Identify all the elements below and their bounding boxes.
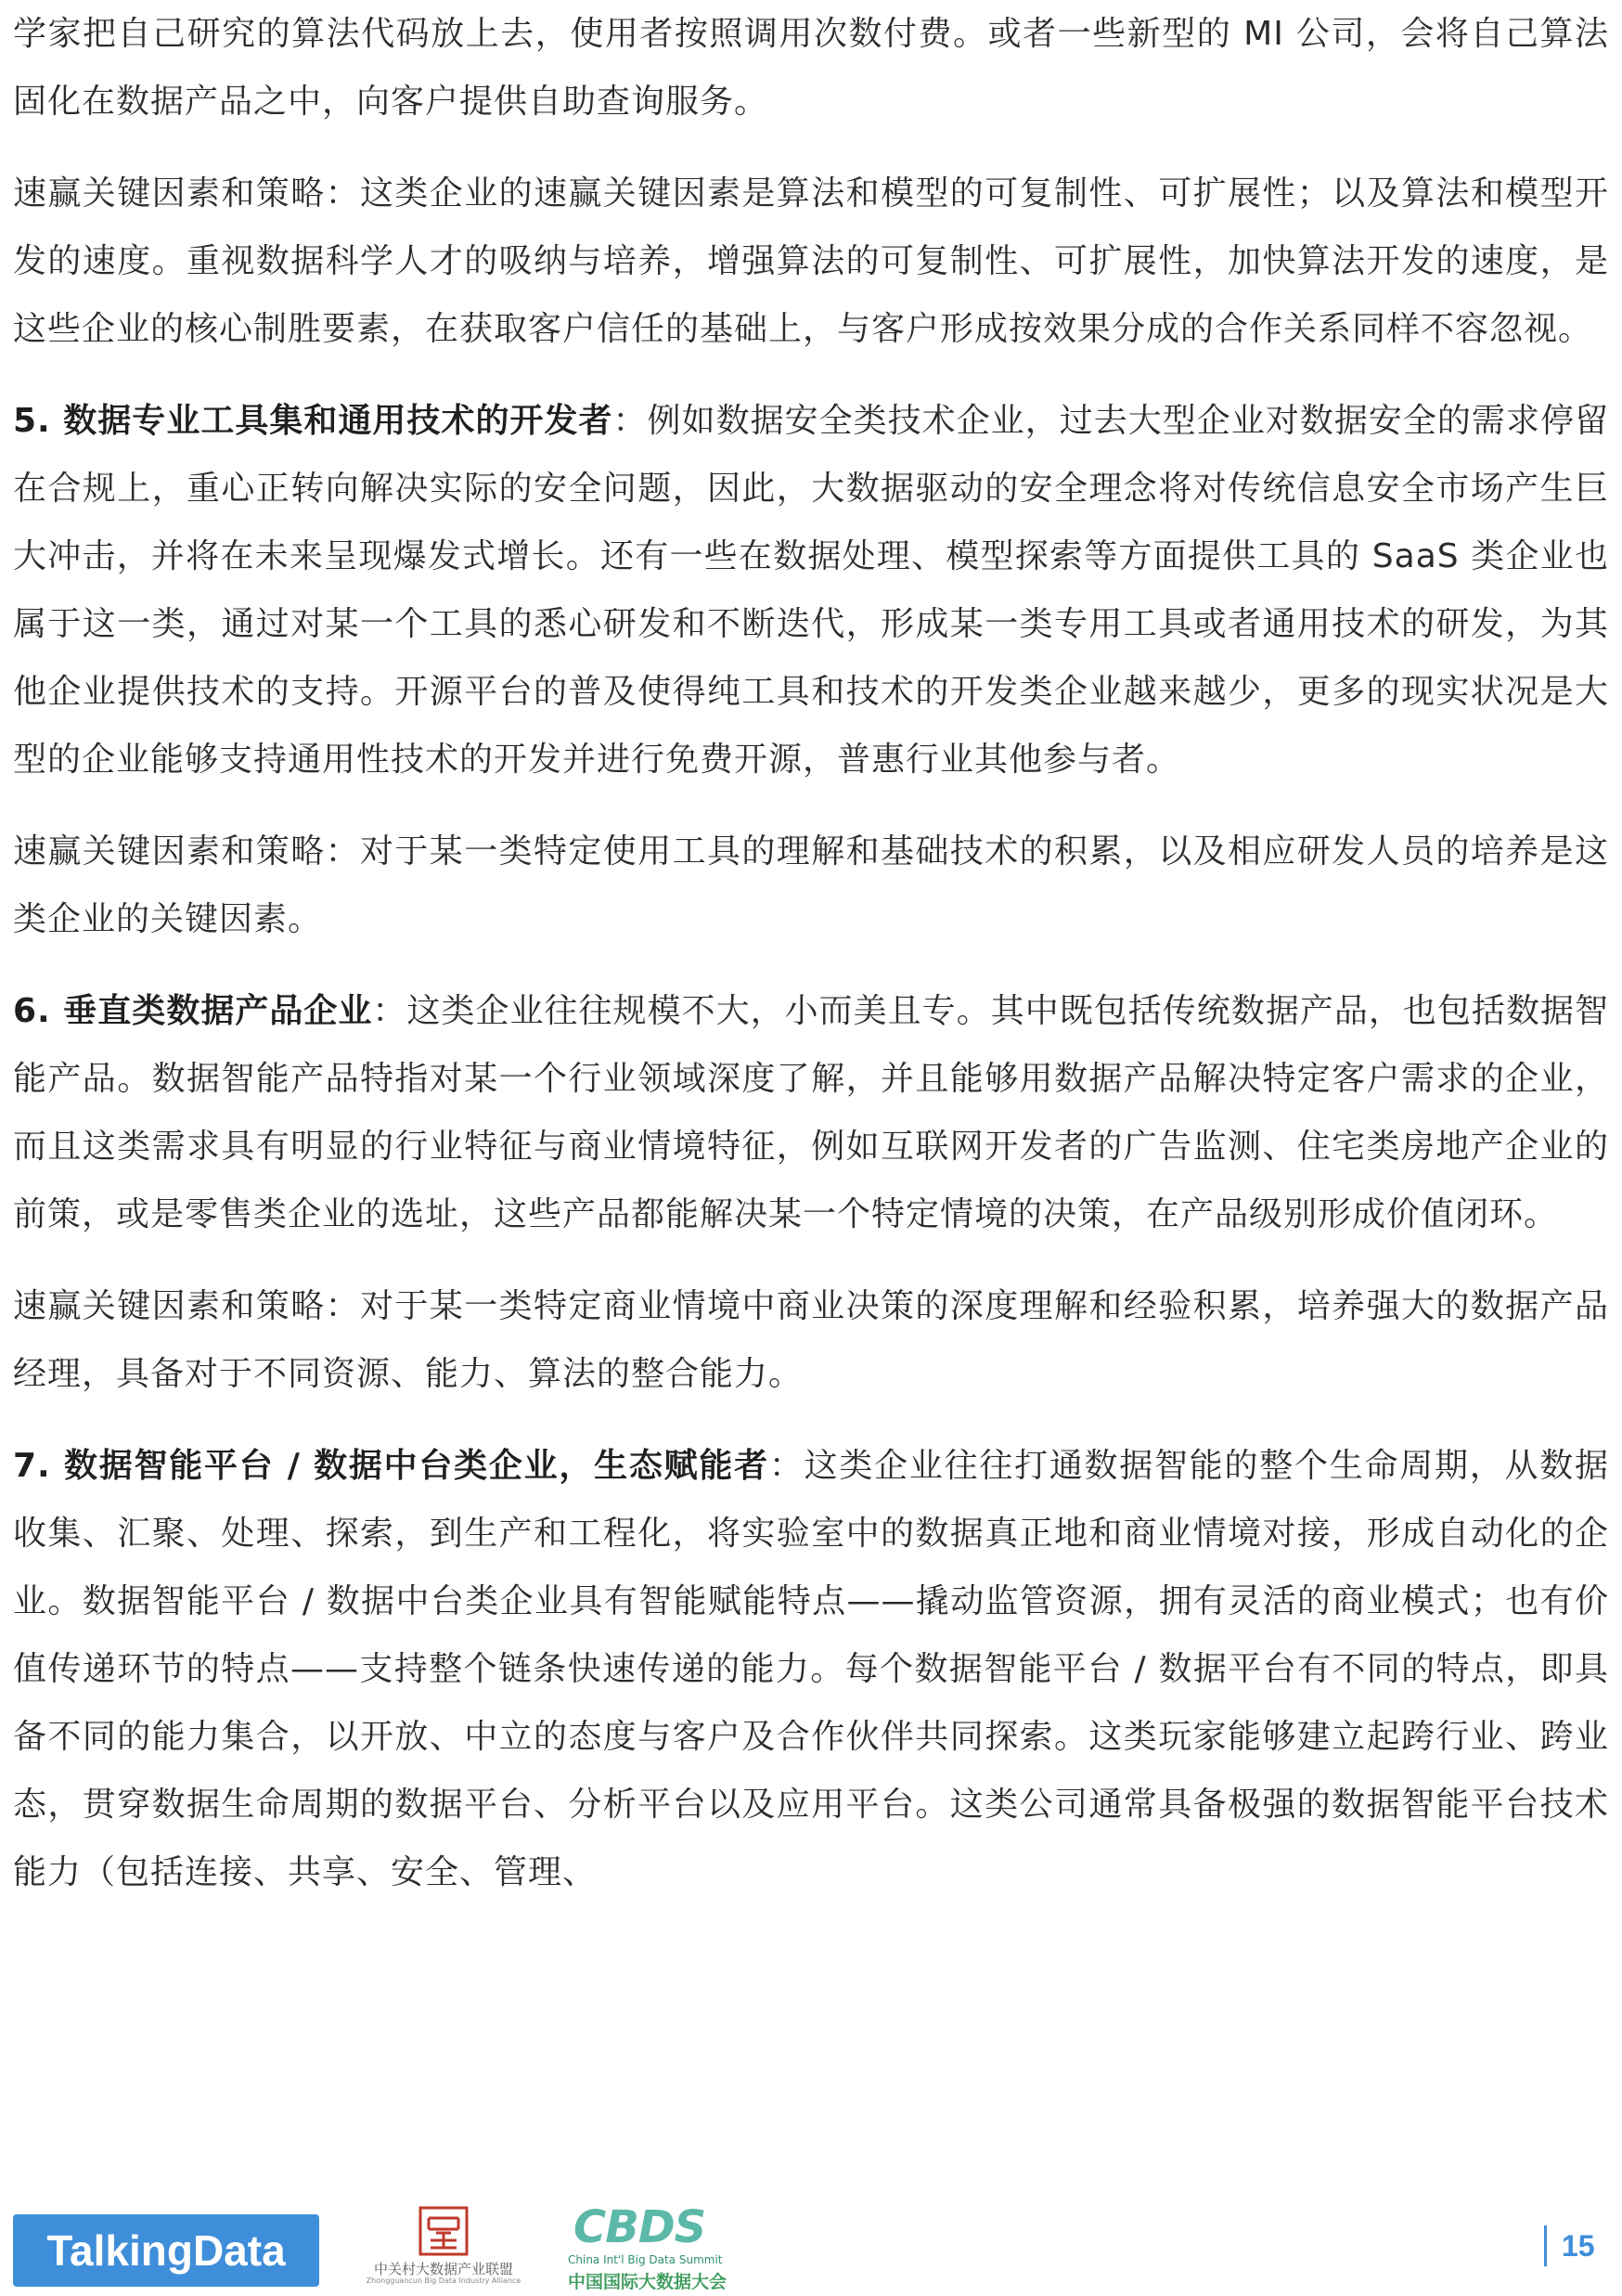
paragraph-lead: 5. 数据专业工具集和通用技术的开发者 [13,402,613,440]
paragraph-text: 学家把自己研究的算法代码放上去，使用者按照调用次数付费。或者一些新型的 MI 公司，会将自己算法固化在数据产品之中，向客户提供自助查询服务。 [13,15,1609,121]
paragraph-7 [13,1432,1609,1906]
paragraph-text: ：例如数据安全类技术企业，过去大型企业对数据安全的需求停留在合规上，重心正转向解决实际的安全问题，因此，大数据驱动的安全理念将对传统信息安全市场产生巨大冲击，并将在未来呈现爆发式增长。还有一些在数据处理、模型探索等方面提供工具的 SaaS 类企业也属于这一类，通过对某一个工具的悉心研发和不断迭代，形成某一类专用工具或者通用技术的研发，为其他企业提供技术的支持。开源平台的普及使得纯工具和技术的开发类企业越来越少，更多的现实状况是大型的企业能够支持通用性技术的开发并进行免费开源，普惠行业其他参与者。 [13,402,1609,779]
seal-icon [418,2205,470,2257]
zgc-alliance-name: 中关村大数据产业联盟 [373,2261,513,2277]
cbds-english-name: China Int'l Big Data Summit [568,2253,723,2266]
paragraph-6 [13,1272,1609,1408]
paragraph-text: ：这类企业往往规模不大，小而美且专。其中既包括传统数据产品，也包括数据智能产品。数据智能产品特指对某一个行业领域深度了解，并且能够用数据产品解决特定客户需求的企业，而且这类需求具有明显的行业特征与商业情境特征，例如互联网开发者的广告监测、住宅类房地产企业的前策，或是零售类企业的选址，这些产品都能解决某一个特定情境的决策，在产品级别形成价值闭环。 [13,992,1609,1233]
cbds-chinese-name: 中国国际大数据大会 [568,2272,727,2292]
paragraph-3 [13,387,1609,793]
cbds-logo-mark: CBDS [573,2201,706,2253]
paragraph-text: 速赢关键因素和策略：这类企业的速赢关键因素是算法和模型的可复制性、可扩展性；以及算法和模型开发的速度。重视数据科学人才的吸纳与培养，增强算法的可复制性、可扩展性，加快算法开发的速度，是这些企业的核心制胜要素，在获取客户信任的基础上，与客户形成按效果分成的合作关系同样不容忽视。 [13,174,1609,348]
paragraph-1 [13,0,1609,135]
zgc-alliance-english-name: Zhongguancun Big Data Industry Alliance [366,2277,521,2285]
page-number: 15 [1544,2225,1595,2266]
paragraph-text: 速赢关键因素和策略：对于某一类特定商业情境中商业决策的深度理解和经验积累，培养强大的数据产品经理，具备对于不同资源、能力、算法的整合能力。 [13,1287,1609,1393]
page-footer [0,2199,1622,2296]
paragraph-text: 速赢关键因素和策略：对于某一类特定使用工具的理解和基础技术的积累，以及相应研发人员的培养是这类企业的关键因素。 [13,832,1609,938]
body-content [13,0,1609,1930]
paragraph-lead: 7. 数据智能平台 / 数据中台类企业，生态赋能者 [13,1447,769,1485]
cbds-logo [568,2203,735,2292]
paragraph-5 [13,977,1609,1248]
paragraph-lead: 6. 垂直类数据产品企业 [13,992,373,1030]
paragraph-4 [13,818,1609,953]
paragraph-2 [13,160,1609,363]
talkingdata-logo-text: TalkingData [46,2226,286,2275]
talkingdata-logo [13,2214,319,2287]
zgc-alliance-logo [351,2205,536,2290]
paragraph-text: ：这类企业往往打通数据智能的整个生命周期，从数据收集、汇聚、处理、探索，到生产和工程化，将实验室中的数据真正地和商业情境对接，形成自动化的企业。数据智能平台 / 数据中台类企业具有智能赋能特点——撬动监管资源，拥有灵活的商业模式；也有价值传递环节的特点——支持整个链条快速传递的能力。每个数据智能平台 / 数据平台有不同的特点，即具备不同的能力集合，以开放、中立的态度与客户及合作伙伴共同探索。这类玩家能够建立起跨行业、跨业态，贯穿数据生命周期的数据平台、分析平台以及应用平台。这类公司通常具备极强的数据智能平台技术能力（包括连接、共享、安全、管理、 [13,1447,1609,1891]
